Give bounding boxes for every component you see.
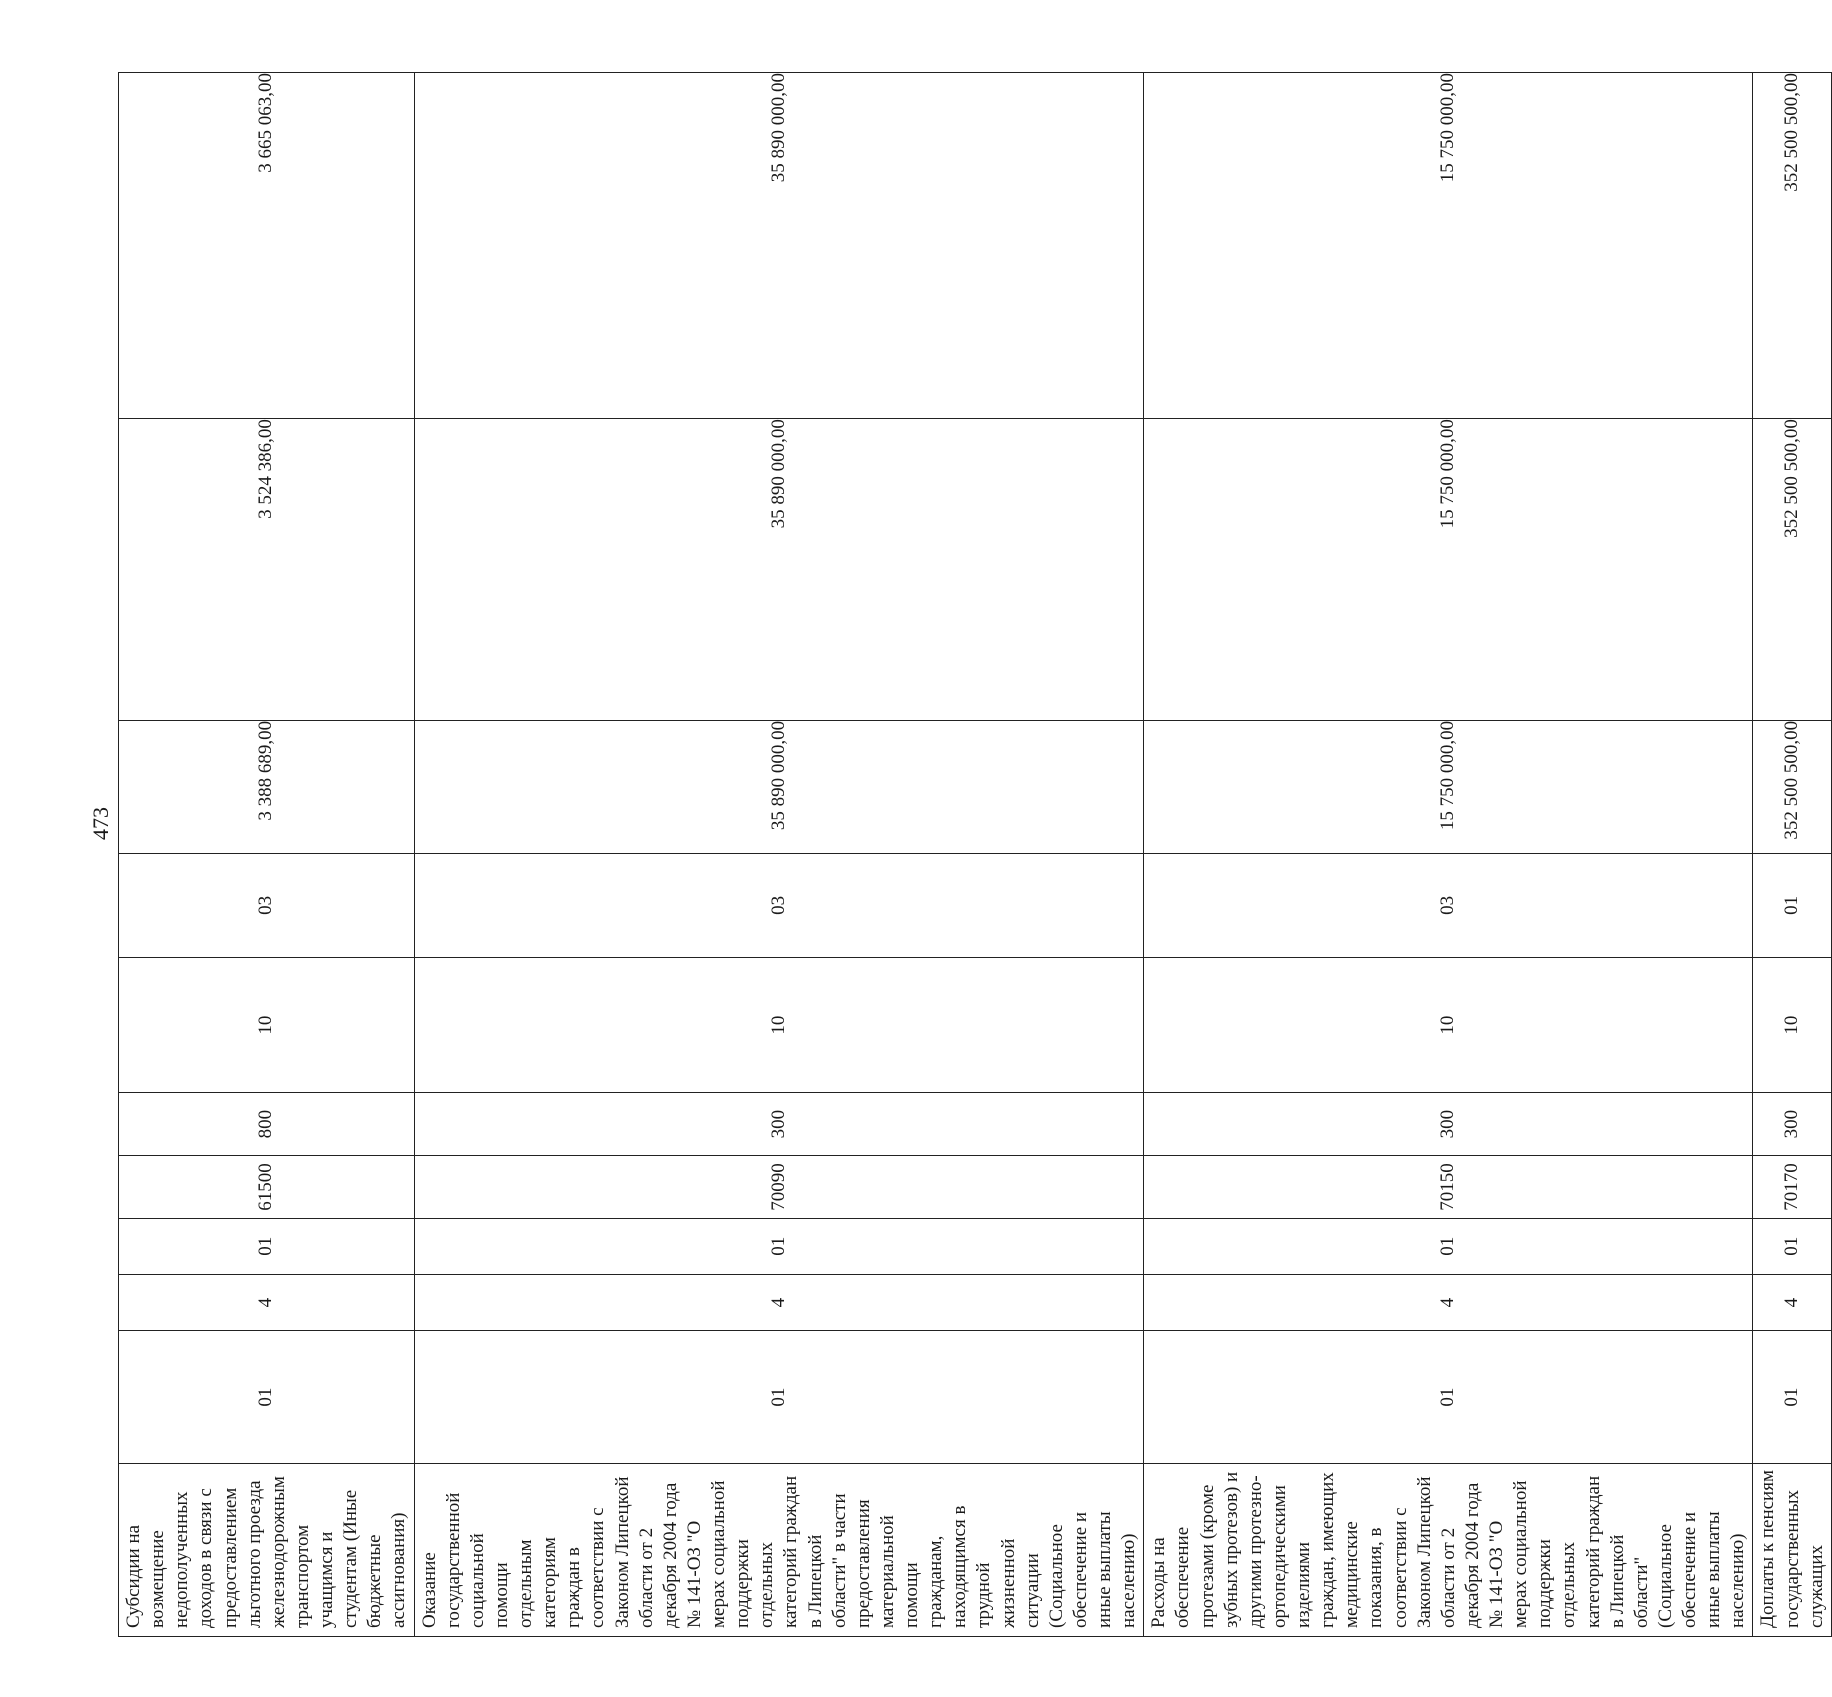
code-col5: 800 [119, 1092, 415, 1155]
code-col4: 70170 [1753, 1156, 1831, 1218]
amount-col3: 352 500 500,00 [1753, 73, 1831, 419]
amount-col2: 35 890 000,00 [414, 419, 1144, 721]
budget-table [118, 72, 1832, 1637]
row-description: Оказание государственной социальной помощи отдельным категориям граждан в соответствии с Законом Липецкой области от 2 декабря 2004 года № 141-ОЗ "О мерах социальной поддержки отдельных категорий граждан в Липецкой области" в части предоставления материальной помощи гражданам, находящимся в трудной жизненной ситуации (Социальное обеспечение и иные выплаты населению) [414, 1464, 1144, 1637]
code-col2: 4 [1144, 1274, 1753, 1330]
code-col3: 01 [414, 1218, 1144, 1274]
table-row [119, 73, 415, 1637]
code-col7: 03 [119, 853, 415, 958]
code-col1: 01 [1753, 1331, 1831, 1464]
code-col7: 01 [1753, 853, 1831, 958]
row-description: Расходы на обеспечение протезами (кроме зубных протезов) и другими протезно-ортопедическими изделиями граждан, имеющих медицинские показания, в соответствии с Законом Липецкой области от 2 декабря 2004 года № 141-ОЗ "О мерах социальной поддержки отдельных категорий граждан в Липецкой области" (Социальное обеспечение и иные выплаты населению) [1144, 1464, 1753, 1637]
amount-col1: 352 500 500,00 [1753, 720, 1831, 853]
code-col7: 03 [1144, 853, 1753, 958]
code-col3: 01 [1753, 1218, 1831, 1274]
amount-col3: 3 665 063,00 [119, 73, 415, 419]
row-description: Доплаты к пенсиям государственных служащих [1753, 1464, 1831, 1637]
amount-col1: 35 890 000,00 [414, 720, 1144, 853]
code-col4: 70150 [1144, 1156, 1753, 1218]
code-col1: 01 [1144, 1331, 1753, 1464]
code-col6: 10 [1753, 958, 1831, 1093]
page-number: 473 [88, 807, 113, 840]
table-rotator [118, 72, 1827, 1637]
amount-col2: 15 750 000,00 [1144, 419, 1753, 721]
code-col3: 01 [1144, 1218, 1753, 1274]
amount-col1: 15 750 000,00 [1144, 720, 1753, 853]
row-description: Субсидии на возмещение недополученных доходов в связи с предоставлением льготного проезда железнодорожным транспортом учащимся и студентам (Иные бюджетные ассигнования) [119, 1464, 415, 1637]
table-row [1753, 73, 1831, 1637]
code-col5: 300 [414, 1092, 1144, 1155]
code-col4: 70090 [414, 1156, 1144, 1218]
code-col1: 01 [119, 1331, 415, 1464]
code-col5: 300 [1144, 1092, 1753, 1155]
code-col1: 01 [414, 1331, 1144, 1464]
amount-col3: 35 890 000,00 [414, 73, 1144, 419]
table-row [1144, 73, 1753, 1637]
amount-col2: 352 500 500,00 [1753, 419, 1831, 721]
table-row [414, 73, 1144, 1637]
code-col2: 4 [414, 1274, 1144, 1330]
amount-col2: 3 524 386,00 [119, 419, 415, 721]
code-col6: 10 [1144, 958, 1753, 1093]
code-col3: 01 [119, 1218, 415, 1274]
code-col6: 10 [414, 958, 1144, 1093]
amount-col1: 3 388 689,00 [119, 720, 415, 853]
code-col4: 61500 [119, 1156, 415, 1218]
amount-col3: 15 750 000,00 [1144, 73, 1753, 419]
code-col5: 300 [1753, 1092, 1831, 1155]
code-col6: 10 [119, 958, 415, 1093]
code-col2: 4 [1753, 1274, 1831, 1330]
code-col2: 4 [119, 1274, 415, 1330]
code-col7: 03 [414, 853, 1144, 958]
